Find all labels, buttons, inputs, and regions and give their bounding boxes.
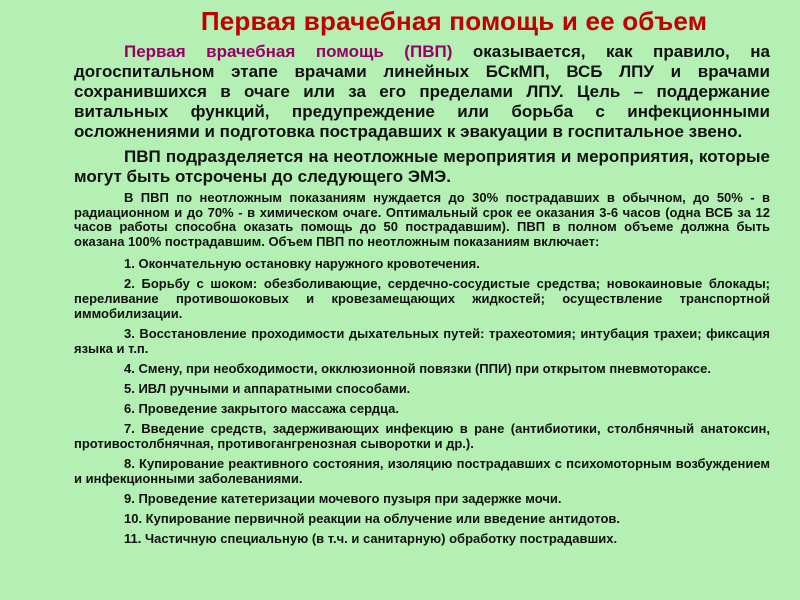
slide-title: Первая врачебная помощь и ее объем — [200, 6, 708, 36]
intro-text: оказывается, как правило, на догоспитальном этапе врачами линейных БСкМП, ВСБ ЛПУ и врачами сохранившихся в очаге или за его пределами ЛПУ. Цель – поддержание витальных функций, предупреждение или борьба с инфекционными осложнениями и подготовка пострадавших к эвакуации в госпитальное звено. — [74, 42, 770, 141]
list-item: 6. Проведение закрытого массажа сердца. — [124, 401, 399, 417]
intro-paragraph — [74, 42, 770, 142]
pvp-term: Первая врачебная помощь (ПВП) — [124, 42, 453, 61]
measures-list — [74, 251, 770, 546]
list-item: 1. Окончательную остановку наружного кровотечения. — [124, 256, 480, 272]
list-item: 11. Частичную специальную (в т.ч. и санитарную) обработку пострадавших. — [124, 531, 618, 547]
list-item: 7. Введение средств, задерживающих инфекцию в ране (антибиотики, столбнячный анатоксин, противостолбнячная, противогангренозная сыворотки и др.). — [74, 421, 770, 452]
list-item: 9. Проведение катетеризации мочевого пузыря при задержке мочи. — [124, 491, 562, 507]
list-item: 8. Купирование реактивного состояния, изоляцию пострадавших с психомоторным возбуждением и инфекционными заболеваниями. — [74, 456, 770, 487]
scope-paragraph: В ПВП по неотложным показаниям нуждается до 30% пострадавших в обычном, до 50% - в радиационном и до 70% - в химическом очаге. Оптимальный срок ее оказания 3-6 часов (одна ВСБ за 12 часов работы способна оказать помощь до 50 пострадавшим). ПВП в полном объеме должна быть оказана 100% пострадавшим. Объем ПВП по неотложным показаниям включает: — [74, 190, 770, 249]
list-item: 5. ИВЛ ручными и аппаратными способами. — [124, 381, 411, 397]
list-item: 4. Смену, при необходимости, окклюзионной повязки (ППИ) при открытом пневмотораксе. — [124, 361, 711, 377]
list-item: 3. Восстановление проходимости дыхательных путей: трахеотомия; интубация трахеи; фиксация языка и т.п. — [74, 326, 770, 357]
division-paragraph: ПВП подразделяется на неотложные мероприятия и мероприятия, которые могут быть отсрочены до следующего ЭМЭ. — [74, 147, 770, 186]
list-item: 10. Купирование первичной реакции на облучение или введение антидотов. — [124, 511, 620, 527]
list-item: 2. Борьбу с шоком: обезболивающие, сердечно-сосудистые средства; новокаиновые блокады; переливание противошоковых и кровезамещающих жидкостей; осуществление транспортной иммобилизации. — [74, 276, 770, 322]
